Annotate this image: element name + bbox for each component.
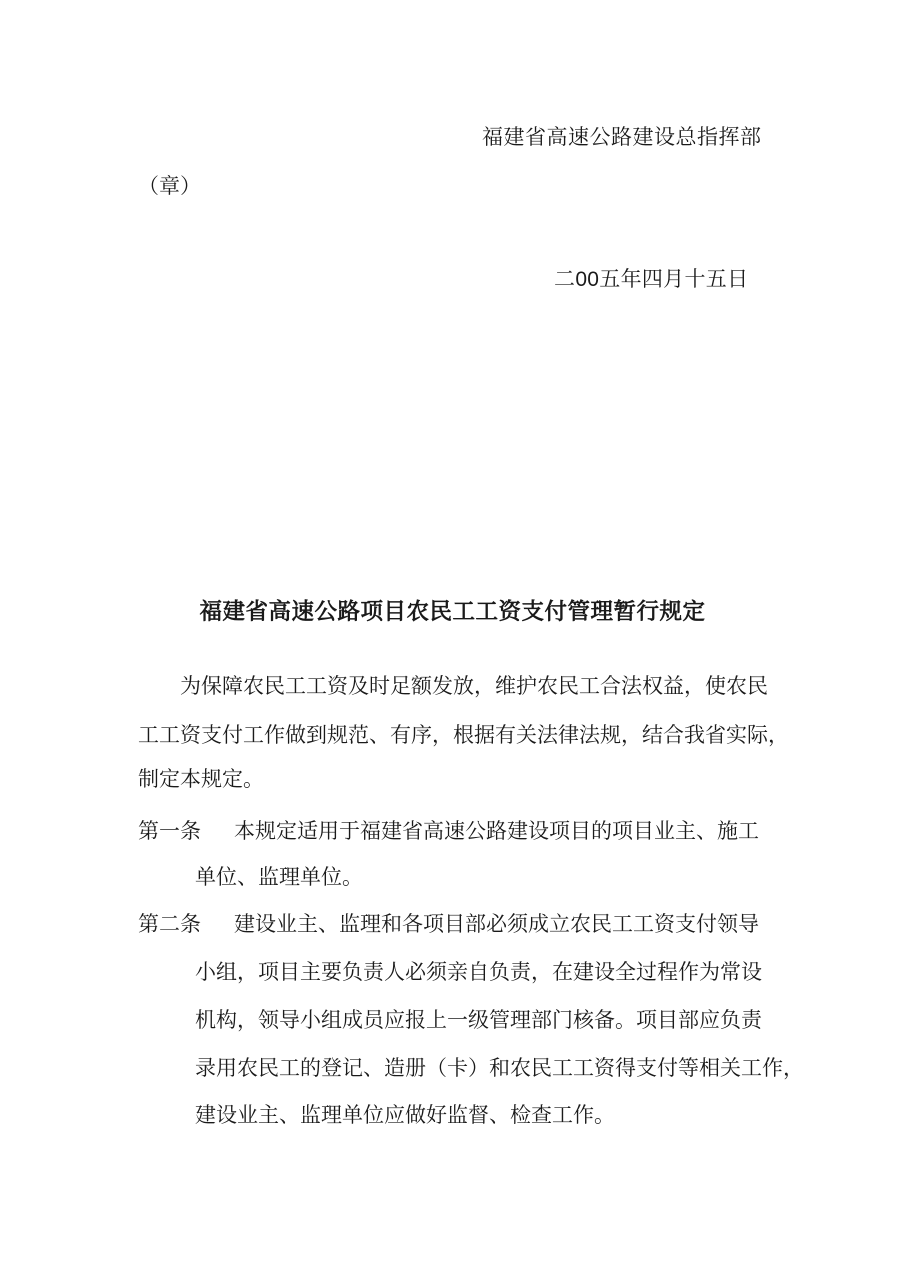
document-title: 福建省高速公路项目农民工工资支付管理暂行规定 [199,599,706,625]
article-1-line: 单位、监理单位。 [195,865,363,889]
article-2-line: 录用农民工的登记、造册（卡）和农民工工资得支付等相关工作， [195,1056,804,1080]
article-2-label: 第二条 [138,912,201,936]
seal-mark: （章） [138,174,201,198]
issuer-name: 福建省高速公路建设总指挥部 [482,125,762,149]
article-1-line: 本规定适用于福建省高速公路建设项目的项目业主、施工 [234,819,759,843]
issue-date [554,265,748,294]
article-2-line: 建设业主、监理单位应做好监督、检查工作。 [195,1103,615,1127]
article-2-line: 机构，领导小组成员应报上一级管理部门核备。项目部应负责 [195,1008,762,1032]
date-prefix: 二 [554,267,576,291]
intro-line: 为保障农民工工资及时足额发放，维护农民工合法权益，使农民 [180,674,768,698]
date-digits: 00 [575,268,600,291]
intro-line: 制定本规定。 [138,767,264,791]
intro-line: 工工资支付工作做到规范、有序，根据有关法律法规，结合我省实际， [138,723,789,747]
article-1-label: 第一条 [138,819,201,843]
article-2-line: 建设业主、监理和各项目部必须成立农民工工资支付领导 [234,912,759,936]
date-suffix: 五年四月十五日 [599,267,749,291]
article-2-line: 小组，项目主要负责人必须亲自负责，在建设全过程作为常设 [195,960,762,984]
